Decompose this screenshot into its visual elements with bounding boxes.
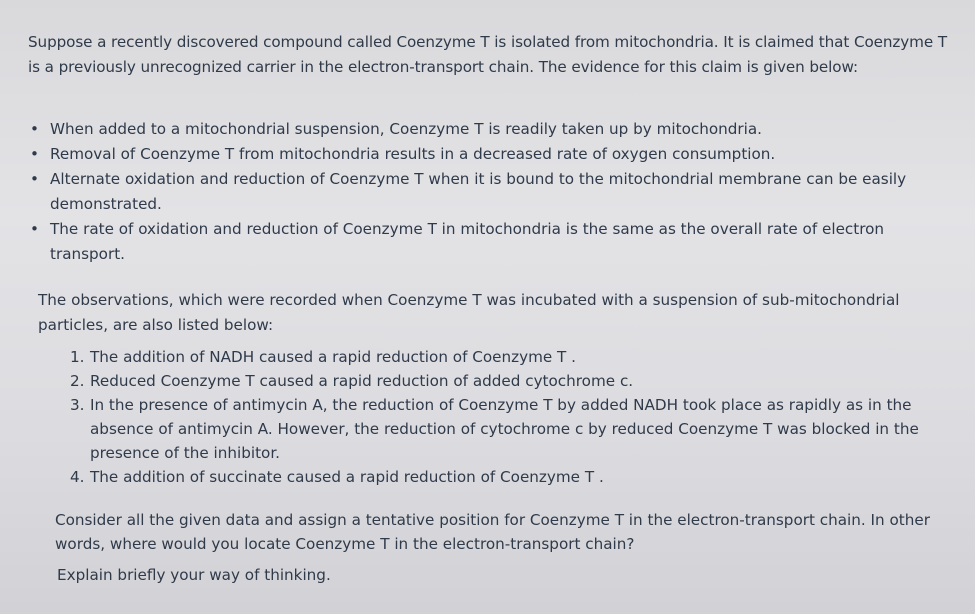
observation-item (70, 393, 950, 465)
evidence-item: • Alternate oxidation and reduction of Coenzyme T when it is bound to the mitochondrial membrane can be easily demonstrated. (30, 167, 955, 217)
observations-intro: The observations, which were recorded when Coenzyme T was incubated with a suspension of sub-mitochondrial particles, are also listed below: (38, 291, 900, 334)
evidence-item: • When added to a mitochondrial suspension, Coenzyme T is readily taken up by mitochondria. (30, 117, 955, 142)
observation-number: 4. (70, 468, 85, 486)
observation-item (70, 345, 950, 369)
observation-number: 3. (70, 396, 85, 414)
explain-prompt: Explain briefly your way of thinking. (57, 566, 331, 584)
observation-text: Reduced Coenzyme T caused a rapid reduction of added cytochrome c. (90, 372, 634, 390)
observation-item (70, 369, 950, 393)
observation-text: In the presence of antimycin A, the reduction of Coenzyme T by added NADH took place as rapidly as in the absence of antimycin A. However, the reduction of cytochrome c by reduced Coenzyme T was blocked in the presence of the inhibitor. (90, 396, 919, 462)
observation-number: 2. (70, 372, 85, 390)
intro-paragraph: Suppose a recently discovered compound called Coenzyme T is isolated from mitochondria. It is claimed that Coenzyme T is a previously unrecognized carrier in the electron-transport chain. The evidence for this claim is given below: (28, 33, 948, 76)
observation-text: The addition of NADH caused a rapid reduction of Coenzyme T . (90, 348, 576, 366)
observation-number: 1. (70, 348, 85, 366)
question-paragraph: Consider all the given data and assign a tentative position for Coenzyme T in the electron-transport chain. In other words, where would you locate Coenzyme T in the electron-transport chain? (55, 511, 930, 553)
observation-text: The addition of succinate caused a rapid reduction of Coenzyme T . (90, 468, 604, 486)
evidence-item: • The rate of oxidation and reduction of Coenzyme T in mitochondria is the same as the overall rate of electron transport. (30, 217, 955, 267)
evidence-list (30, 117, 955, 267)
observation-item (70, 465, 950, 489)
observations-list (70, 345, 950, 489)
evidence-item: • Removal of Coenzyme T from mitochondria results in a decreased rate of oxygen consumption. (30, 142, 955, 167)
